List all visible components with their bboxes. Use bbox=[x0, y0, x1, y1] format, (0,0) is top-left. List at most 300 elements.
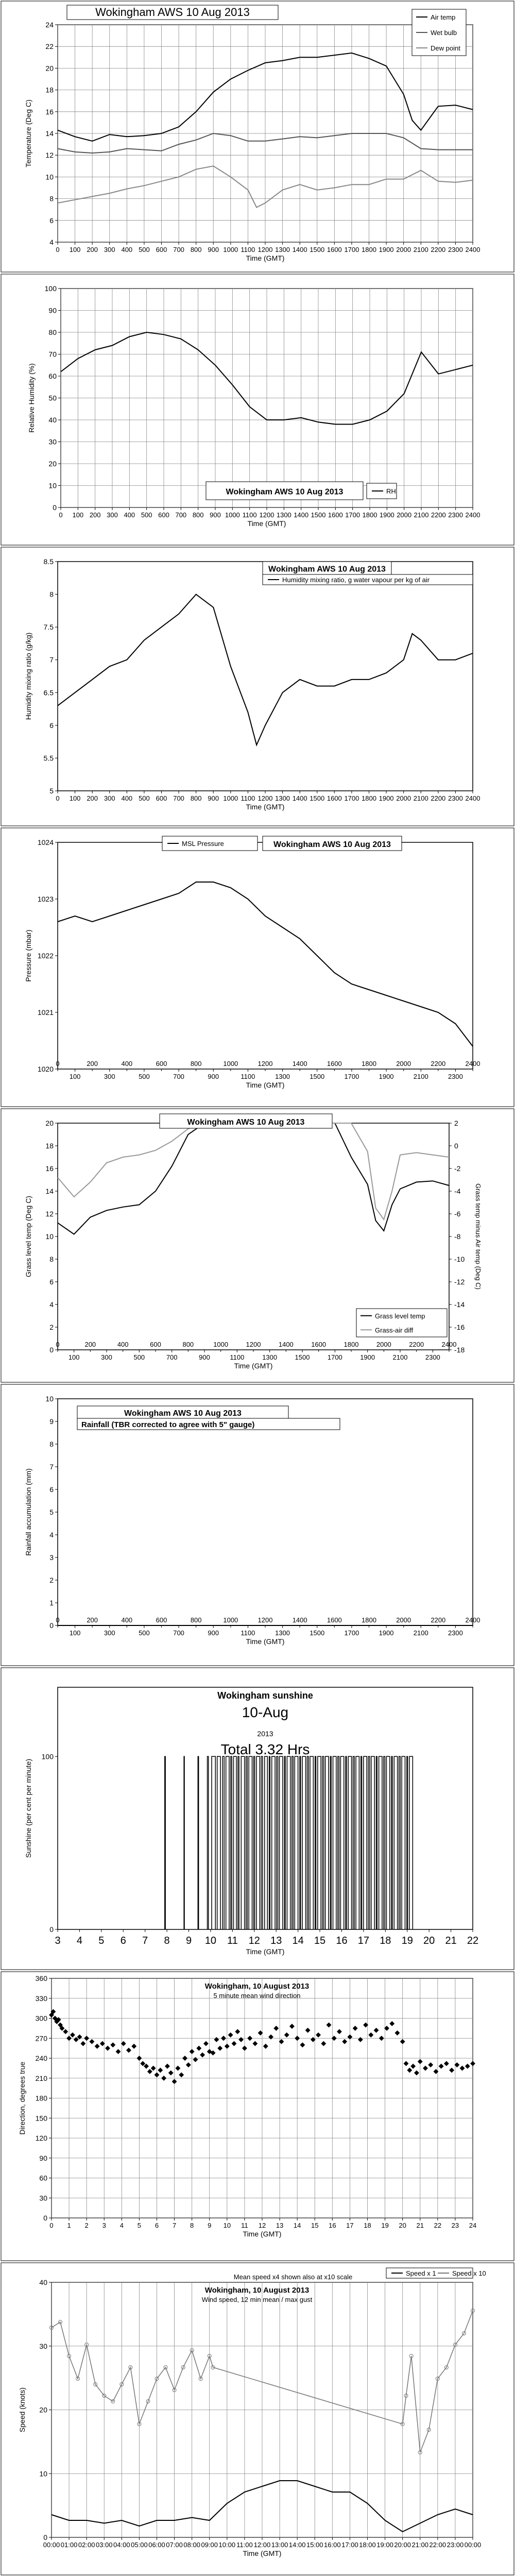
mixing-ratio-chart bbox=[0, 546, 515, 827]
x-tick-label-upper: 2400 bbox=[465, 1060, 480, 1067]
chart-subtitle: Rainfall (TBR corrected to agree with 5" gauge) bbox=[81, 1420, 255, 1429]
x-tick-label-upper: 200 bbox=[84, 1341, 96, 1348]
x-tick-label: 1800 bbox=[362, 246, 376, 253]
y2-tick-label: -14 bbox=[454, 1300, 465, 1309]
legend-label: Speed x 1 bbox=[406, 2269, 436, 2277]
x-tick-label: 13:00 bbox=[271, 2541, 288, 2549]
y-tick-label: 10 bbox=[45, 1395, 54, 1403]
y-axis-label: Direction, degrees true bbox=[18, 2061, 26, 2135]
y-tick-label: 0 bbox=[43, 2214, 47, 2222]
sunshine-chart bbox=[0, 1667, 515, 1971]
y-tick-label: 360 bbox=[35, 1974, 47, 1982]
y-axis-label: Speed (knots) bbox=[18, 2387, 26, 2433]
x-tick-label-upper: 1000 bbox=[213, 1341, 229, 1348]
y-tick-label: 20 bbox=[45, 64, 54, 73]
y-tick-label: 80 bbox=[48, 328, 57, 336]
x-tick-label: 600 bbox=[156, 246, 167, 253]
x-tick-label: 23:00 bbox=[447, 2541, 464, 2549]
y-axis-label: Grass level temp (Deg C) bbox=[24, 1196, 32, 1277]
x-tick-label: 700 bbox=[173, 794, 184, 802]
y-tick-label: 12 bbox=[45, 1210, 54, 1218]
x-tick-label: 1000 bbox=[223, 794, 238, 802]
x-tick-label: 2300 bbox=[448, 1073, 463, 1080]
y-tick-label: 8 bbox=[49, 194, 54, 203]
x-tick-label: 1800 bbox=[362, 511, 377, 519]
x-tick-label: 2100 bbox=[414, 511, 429, 519]
x-tick-label: 0 bbox=[56, 794, 60, 802]
y-tick-label: 0 bbox=[53, 503, 57, 512]
x-tick-label: 300 bbox=[104, 1073, 115, 1080]
x-tick-label: 11 bbox=[227, 1935, 238, 1946]
y-tick-label: 60 bbox=[39, 2174, 47, 2182]
x-tick-label: 500 bbox=[139, 246, 150, 253]
x-tick-label: 1900 bbox=[379, 1073, 394, 1080]
x-tick-label: 300 bbox=[107, 511, 118, 519]
x-tick-label-upper: 1000 bbox=[223, 1616, 238, 1624]
x-tick-label: 22:00 bbox=[429, 2541, 447, 2549]
x-tick-label-upper: 400 bbox=[121, 1060, 133, 1067]
y-tick-label: 7 bbox=[49, 655, 54, 664]
y-tick-label: 18 bbox=[45, 1142, 54, 1150]
y-tick-label: 40 bbox=[48, 416, 57, 424]
x-tick-label-upper: 2200 bbox=[409, 1341, 424, 1348]
x-tick-label: 1400 bbox=[292, 794, 307, 802]
chart-year: 2013 bbox=[257, 1730, 273, 1738]
x-tick-label: 1900 bbox=[379, 1629, 394, 1637]
x-tick-label: 1700 bbox=[344, 794, 359, 802]
x-tick-label: 1900 bbox=[379, 246, 394, 253]
x-tick-label-upper: 2200 bbox=[431, 1616, 446, 1624]
y-tick-label: 6 bbox=[49, 721, 54, 730]
x-tick-label: 1100 bbox=[242, 511, 257, 519]
y-tick-label: 7 bbox=[49, 1463, 54, 1471]
x-tick-label: 1700 bbox=[344, 1629, 359, 1637]
x-tick-label: 3 bbox=[102, 2222, 106, 2229]
x-axis-label: Time (GMT) bbox=[246, 254, 285, 262]
x-tick-label-upper: 1200 bbox=[258, 1060, 273, 1067]
x-tick-label: 100 bbox=[69, 246, 81, 253]
y2-tick-label: -10 bbox=[454, 1255, 465, 1263]
x-tick-label: 22 bbox=[434, 2222, 442, 2229]
x-tick-label: 23 bbox=[451, 2222, 459, 2229]
x-axis-label: Time (GMT) bbox=[246, 803, 285, 811]
x-tick-label: 1500 bbox=[295, 1353, 310, 1361]
y-tick-label: 20 bbox=[48, 460, 57, 468]
chart-total: Total 3.32 Hrs bbox=[220, 1741, 310, 1757]
y-tick-label: 150 bbox=[35, 2114, 47, 2123]
x-tick-label: 18:00 bbox=[359, 2541, 376, 2549]
x-tick-label: 1500 bbox=[310, 794, 325, 802]
x-tick-label-upper: 1800 bbox=[344, 1341, 359, 1348]
x-tick-label-upper: 1400 bbox=[278, 1341, 294, 1348]
x-tick-label: 300 bbox=[101, 1353, 112, 1361]
x-tick-label: 1300 bbox=[275, 794, 290, 802]
grass-temp-chart bbox=[0, 1108, 515, 1383]
x-tick-label: 1600 bbox=[328, 511, 343, 519]
x-tick-label: 13 bbox=[276, 2222, 284, 2229]
y2-tick-label: -8 bbox=[454, 1232, 461, 1241]
y-tick-label: 60 bbox=[48, 372, 57, 380]
x-tick-label: 800 bbox=[190, 794, 202, 802]
chart-subtitle: 10-Aug bbox=[242, 1704, 289, 1720]
x-tick-label: 300 bbox=[104, 246, 115, 253]
x-tick-label: 5 bbox=[98, 1935, 105, 1946]
x-tick-label: 06:00 bbox=[148, 2541, 165, 2549]
x-tick-label: 17 bbox=[357, 1935, 370, 1946]
x-tick-label: 18 bbox=[380, 1935, 391, 1946]
x-tick-label: 1500 bbox=[310, 246, 325, 253]
x-tick-label: 700 bbox=[175, 511, 187, 519]
x-tick-label: 2100 bbox=[413, 1073, 428, 1080]
x-tick-label: 700 bbox=[173, 1629, 184, 1637]
x-tick-label: 11:00 bbox=[236, 2541, 253, 2549]
y-tick-label: 1020 bbox=[37, 1065, 54, 1073]
x-tick-label-upper: 2400 bbox=[441, 1341, 457, 1348]
y-tick-label: 1021 bbox=[37, 1008, 54, 1016]
x-tick-label: 17:00 bbox=[341, 2541, 358, 2549]
x-tick-label: 1600 bbox=[327, 794, 342, 802]
y2-tick-label: -4 bbox=[454, 1187, 461, 1195]
x-axis-label: Time (GMT) bbox=[246, 1081, 285, 1089]
x-tick-label: 22 bbox=[467, 1935, 479, 1946]
legend-label: Humidity mixing ratio, g water vapour per kg of air bbox=[282, 576, 430, 584]
x-tick-label: 1000 bbox=[225, 511, 240, 519]
x-tick-label: 1400 bbox=[292, 246, 307, 253]
y-tick-label: 6 bbox=[49, 1485, 54, 1494]
x-tick-label-upper: 1600 bbox=[327, 1060, 342, 1067]
x-tick-label: 16 bbox=[336, 1935, 348, 1946]
x-tick-label: 21 bbox=[445, 1935, 457, 1946]
x-tick-label: 2000 bbox=[396, 794, 411, 802]
x-tick-label: 500 bbox=[139, 1073, 150, 1080]
x-tick-label: 6 bbox=[120, 1935, 126, 1946]
chart-title: Wokingham AWS 10 Aug 2013 bbox=[268, 565, 386, 574]
x-tick-label-upper: 0 bbox=[56, 1060, 60, 1067]
x-tick-label: 1400 bbox=[294, 511, 309, 519]
x-tick-label: 900 bbox=[208, 1073, 219, 1080]
x-tick-label: 04:00 bbox=[113, 2541, 130, 2549]
x-tick-label-upper: 400 bbox=[117, 1341, 129, 1348]
x-tick-label-upper: 1000 bbox=[223, 1060, 238, 1067]
y-tick-label: 40 bbox=[39, 2278, 47, 2286]
x-tick-label: 1900 bbox=[360, 1353, 375, 1361]
x-tick-label: 24 bbox=[469, 2222, 477, 2229]
x-tick-label: 1300 bbox=[276, 511, 291, 519]
x-tick-label: 14:00 bbox=[288, 2541, 306, 2549]
y-tick-label: 4 bbox=[49, 238, 54, 246]
x-tick-label: 12 bbox=[248, 1935, 260, 1946]
x-tick-label: 00:00 bbox=[464, 2541, 482, 2549]
y-tick-label: 5 bbox=[49, 1508, 54, 1516]
x-tick-label: 09:00 bbox=[201, 2541, 218, 2549]
x-tick-label: 8 bbox=[164, 1935, 170, 1946]
x-tick-label: 700 bbox=[166, 1353, 178, 1361]
y-tick-label: 30 bbox=[39, 2342, 47, 2350]
y-tick-label: 270 bbox=[35, 2034, 47, 2043]
x-axis-label: Time (GMT) bbox=[243, 2549, 282, 2557]
x-tick-label: 15:00 bbox=[306, 2541, 323, 2549]
x-tick-label: 500 bbox=[133, 1353, 145, 1361]
y-tick-label: 180 bbox=[35, 2094, 47, 2103]
y-tick-label: 4 bbox=[49, 1300, 54, 1309]
x-tick-label: 1700 bbox=[327, 1353, 342, 1361]
x-tick-label: 18 bbox=[364, 2222, 371, 2229]
x-tick-label-upper: 800 bbox=[190, 1616, 202, 1624]
y-tick-label: 12 bbox=[45, 151, 54, 160]
x-tick-label: 05:00 bbox=[131, 2541, 148, 2549]
legend-label: Speed x 10 bbox=[452, 2269, 486, 2277]
y-tick-label: 1022 bbox=[37, 952, 54, 960]
y2-tick-label: -6 bbox=[454, 1210, 461, 1218]
x-tick-label-upper: 600 bbox=[156, 1616, 167, 1624]
y-tick-label: 0 bbox=[43, 2533, 47, 2541]
y-tick-label: 240 bbox=[35, 2054, 47, 2062]
y2-tick-label: -2 bbox=[454, 1164, 461, 1173]
x-tick-label-upper: 1200 bbox=[258, 1616, 273, 1624]
x-tick-label: 700 bbox=[173, 246, 184, 253]
x-tick-label: 01:00 bbox=[60, 2541, 78, 2549]
y-tick-label: 30 bbox=[48, 437, 57, 446]
y-tick-label: 5.5 bbox=[43, 754, 54, 762]
x-tick-label: 400 bbox=[121, 794, 133, 802]
x-tick-label: 2400 bbox=[465, 511, 480, 519]
x-axis-label: Time (GMT) bbox=[246, 1637, 285, 1646]
x-tick-label: 900 bbox=[208, 794, 219, 802]
x-tick-label: 500 bbox=[139, 794, 150, 802]
legend-label: Grass-air diff bbox=[375, 1326, 414, 1334]
x-tick-label-upper: 600 bbox=[156, 1060, 167, 1067]
x-tick-label: 1700 bbox=[344, 246, 359, 253]
y-tick-label: 10 bbox=[45, 173, 54, 181]
x-tick-label-upper: 200 bbox=[87, 1060, 98, 1067]
y-axis-label: Rainfall accumulation (mm) bbox=[24, 1468, 32, 1556]
y2-tick-label: -16 bbox=[454, 1323, 465, 1331]
humidity-chart bbox=[0, 273, 515, 546]
x-tick-label: 14 bbox=[293, 2222, 301, 2229]
chart-title: Wokingham AWS 10 Aug 2013 bbox=[95, 6, 250, 19]
x-tick-label: 19 bbox=[381, 2222, 389, 2229]
x-tick-label: 9 bbox=[208, 2222, 212, 2229]
temperature-chart bbox=[0, 0, 515, 273]
y-tick-label: 24 bbox=[45, 21, 54, 29]
y-tick-label: 10 bbox=[39, 2469, 47, 2478]
y-axis-label: Temperature (Deg C) bbox=[24, 99, 32, 167]
x-tick-label: 600 bbox=[156, 794, 167, 802]
x-tick-label: 1500 bbox=[310, 1629, 325, 1637]
x-tick-label: 2200 bbox=[431, 246, 446, 253]
x-tick-label: 13 bbox=[270, 1935, 282, 1946]
x-tick-label: 100 bbox=[69, 1629, 81, 1637]
x-tick-label: 1900 bbox=[379, 794, 394, 802]
x-tick-label: 2100 bbox=[413, 1629, 428, 1637]
x-tick-label: 1100 bbox=[241, 794, 255, 802]
x-tick-label: 12 bbox=[258, 2222, 266, 2229]
x-tick-label: 400 bbox=[124, 511, 135, 519]
y-tick-label: 120 bbox=[35, 2134, 47, 2142]
x-tick-label: 100 bbox=[72, 511, 84, 519]
chart-title: Wokingham AWS 10 Aug 2013 bbox=[226, 487, 344, 497]
y-tick-label: 14 bbox=[45, 129, 54, 138]
y-tick-label: 16 bbox=[45, 1164, 54, 1173]
x-tick-label: 00:00 bbox=[43, 2541, 60, 2549]
x-tick-label: 700 bbox=[173, 1073, 184, 1080]
x-tick-label: 7 bbox=[142, 1935, 148, 1946]
x-tick-label-upper: 1400 bbox=[292, 1616, 307, 1624]
plot-area bbox=[58, 1687, 473, 1929]
y-tick-label: 10 bbox=[45, 1232, 54, 1241]
x-tick-label: 0 bbox=[59, 511, 63, 519]
y2-tick-label: -12 bbox=[454, 1278, 465, 1286]
x-tick-label: 19 bbox=[401, 1935, 413, 1946]
x-tick-label: 20 bbox=[399, 2222, 406, 2229]
x-tick-label: 900 bbox=[210, 511, 221, 519]
y2-tick-label: -18 bbox=[454, 1346, 465, 1354]
x-tick-label: 1800 bbox=[362, 794, 376, 802]
x-tick-label: 6 bbox=[154, 2222, 159, 2229]
x-tick-label: 2300 bbox=[425, 1353, 440, 1361]
x-tick-label: 7 bbox=[172, 2222, 177, 2229]
legend-label: RH bbox=[386, 487, 396, 495]
x-tick-label: 300 bbox=[104, 794, 115, 802]
y-tick-label: 1023 bbox=[37, 895, 54, 903]
y-tick-label: 20 bbox=[39, 2405, 47, 2414]
y-tick-label: 90 bbox=[39, 2154, 47, 2162]
y-tick-label: 70 bbox=[48, 350, 57, 359]
x-tick-label: 2 bbox=[84, 2222, 89, 2229]
y2-tick-label: 0 bbox=[454, 1142, 458, 1150]
x-tick-label-upper: 0 bbox=[56, 1341, 60, 1348]
x-tick-label-upper: 1800 bbox=[362, 1060, 376, 1067]
x-tick-label: 8 bbox=[190, 2222, 194, 2229]
y-tick-label: 5 bbox=[49, 787, 54, 795]
x-tick-label: 3 bbox=[55, 1935, 61, 1946]
x-tick-label: 16 bbox=[329, 2222, 336, 2229]
x-tick-label: 1100 bbox=[241, 1073, 255, 1080]
pressure-chart bbox=[0, 827, 515, 1108]
chart-title: Wokingham AWS 10 Aug 2013 bbox=[187, 1118, 305, 1127]
y-tick-label: 8 bbox=[49, 590, 54, 599]
x-tick-label: 900 bbox=[208, 1629, 219, 1637]
y-tick-label: 1024 bbox=[37, 838, 54, 846]
x-tick-label-upper: 2000 bbox=[376, 1341, 391, 1348]
x-tick-label-upper: 1200 bbox=[246, 1341, 261, 1348]
y-tick-label: 0 bbox=[49, 1925, 54, 1934]
x-tick-label-upper: 800 bbox=[182, 1341, 194, 1348]
y-tick-label: 300 bbox=[35, 2014, 47, 2023]
x-tick-label: 1300 bbox=[262, 1353, 278, 1361]
x-tick-label: 1300 bbox=[275, 1629, 290, 1637]
x-tick-label: 200 bbox=[89, 511, 101, 519]
legend-label: MSL Pressure bbox=[182, 840, 224, 848]
y-tick-label: 4 bbox=[49, 1531, 54, 1539]
x-tick-label-upper: 2200 bbox=[431, 1060, 446, 1067]
plot-area bbox=[58, 562, 473, 791]
chart-title: Wokingham sunshine bbox=[217, 1690, 313, 1701]
plot-area bbox=[58, 842, 473, 1069]
x-tick-label: 1 bbox=[67, 2222, 71, 2229]
x-tick-label: 2300 bbox=[448, 511, 464, 519]
chart-title: Wokingham, 10 August 2013 bbox=[204, 2286, 310, 2295]
x-tick-label: 100 bbox=[68, 1353, 80, 1361]
x-tick-label-upper: 2000 bbox=[396, 1616, 411, 1624]
x-tick-label: 16:00 bbox=[324, 2541, 341, 2549]
y-tick-label: 18 bbox=[45, 86, 54, 94]
x-tick-label: 14 bbox=[292, 1935, 304, 1946]
plot-area bbox=[58, 1399, 473, 1625]
x-tick-label: 800 bbox=[190, 246, 202, 253]
x-tick-label-upper: 2400 bbox=[465, 1616, 480, 1624]
x-tick-label-upper: 1600 bbox=[311, 1341, 327, 1348]
x-tick-label: 200 bbox=[87, 794, 98, 802]
y-tick-label: 7.5 bbox=[43, 623, 54, 632]
wind-direction-chart bbox=[0, 1971, 515, 2262]
x-tick-label: 2300 bbox=[448, 246, 463, 253]
x-axis-label: Time (GMT) bbox=[243, 2230, 282, 2238]
x-tick-label: 1900 bbox=[379, 511, 394, 519]
x-tick-label: 1300 bbox=[275, 246, 290, 253]
y-tick-label: 0 bbox=[49, 1346, 54, 1354]
x-tick-label: 2000 bbox=[397, 511, 412, 519]
x-tick-label: 200 bbox=[87, 246, 98, 253]
x-tick-label-upper: 2000 bbox=[396, 1060, 411, 1067]
x-tick-label: 4 bbox=[76, 1935, 82, 1946]
chart-title: Wokingham AWS 10 Aug 2013 bbox=[273, 840, 391, 849]
x-tick-label-upper: 1600 bbox=[327, 1616, 342, 1624]
x-tick-label: 400 bbox=[121, 246, 133, 253]
x-tick-label: 2100 bbox=[392, 1353, 408, 1361]
x-tick-label: 2200 bbox=[431, 511, 446, 519]
x-tick-label: 1100 bbox=[241, 1629, 255, 1637]
y-tick-label: 210 bbox=[35, 2074, 47, 2082]
y-tick-label: 22 bbox=[45, 42, 54, 51]
x-tick-label: 1700 bbox=[345, 511, 360, 519]
x-tick-label: 900 bbox=[199, 1353, 210, 1361]
x-tick-label: 03:00 bbox=[95, 2541, 113, 2549]
x-tick-label: 17 bbox=[346, 2222, 354, 2229]
x-tick-label: 800 bbox=[192, 511, 204, 519]
chart-subtitle: 5 minute mean wind direction bbox=[213, 1992, 301, 1999]
chart-title: Wokingham AWS 10 Aug 2013 bbox=[124, 1409, 242, 1418]
y-tick-label: 16 bbox=[45, 107, 54, 116]
x-tick-label: 2200 bbox=[431, 794, 446, 802]
y-tick-label: 3 bbox=[49, 1553, 54, 1562]
x-tick-label: 19:00 bbox=[376, 2541, 393, 2549]
x-tick-label: 2000 bbox=[396, 246, 411, 253]
y-tick-label: 30 bbox=[39, 2194, 47, 2202]
y-tick-label: 2 bbox=[49, 1576, 54, 1584]
legend-label: Wet bulb bbox=[431, 29, 457, 37]
x-tick-label: 1600 bbox=[327, 246, 342, 253]
x-tick-label: 500 bbox=[139, 1629, 150, 1637]
chart-subtitle: Wind speed, 12 min mean / max gust bbox=[201, 2296, 313, 2303]
x-tick-label: 1000 bbox=[223, 246, 238, 253]
x-tick-label: 0 bbox=[49, 2222, 54, 2229]
legend-label: Air temp bbox=[431, 13, 456, 21]
x-tick-label-upper: 800 bbox=[190, 1060, 202, 1067]
y-tick-label: 2 bbox=[49, 1323, 54, 1331]
y-tick-label: 100 bbox=[44, 284, 57, 293]
x-tick-label: 1100 bbox=[241, 246, 255, 253]
y-tick-label: 0 bbox=[49, 1621, 54, 1630]
x-tick-label: 20:00 bbox=[394, 2541, 411, 2549]
x-tick-label: 11 bbox=[241, 2222, 248, 2229]
x-tick-label: 4 bbox=[119, 2222, 124, 2229]
x-tick-label: 600 bbox=[158, 511, 169, 519]
x-tick-label: 12:00 bbox=[253, 2541, 271, 2549]
x-tick-label: 21 bbox=[416, 2222, 424, 2229]
y-tick-label: 8 bbox=[49, 1255, 54, 1263]
x-tick-label: 5 bbox=[137, 2222, 142, 2229]
